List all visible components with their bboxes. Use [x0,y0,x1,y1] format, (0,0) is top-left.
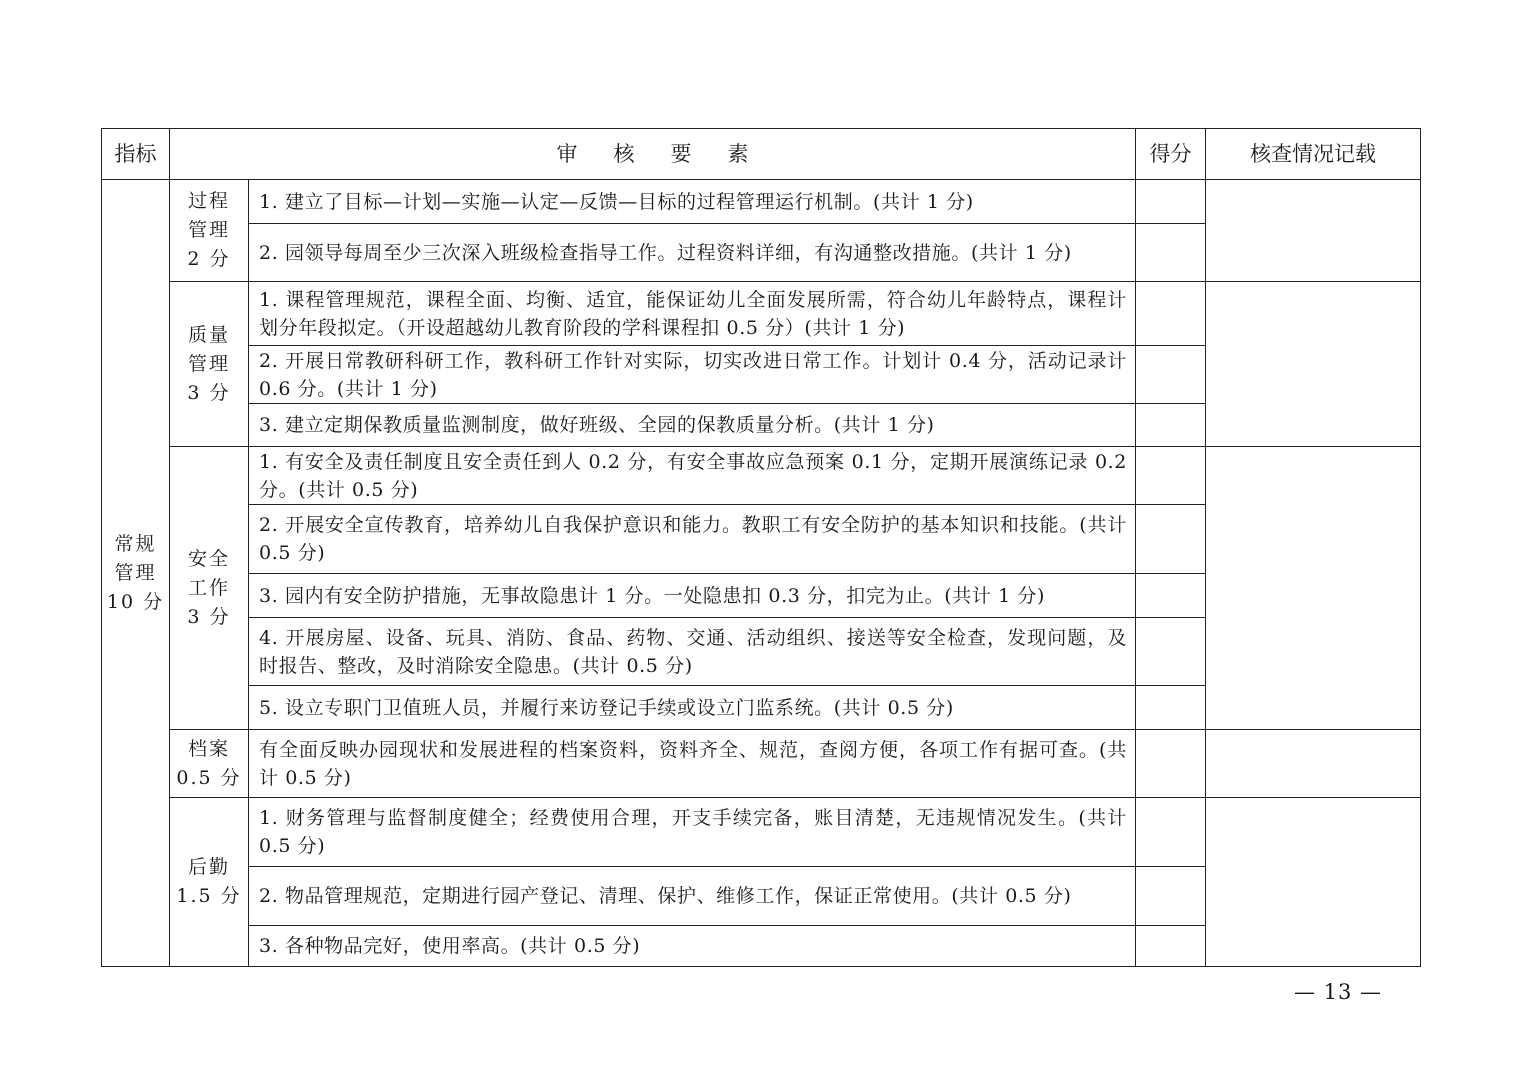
header-record: 核查情况记载 [1206,129,1421,180]
element-cell: 5. 设立专职门卫值班人员，并履行来访登记手续或设立门监系统。(共计 0.5 分) [249,686,1136,730]
indicator-cell [102,180,170,967]
element-cell: 4. 开展房屋、设备、玩具、消防、食品、药物、交通、活动组织、接送等安全检查，发现问题，及时报告、整改，及时消除安全隐患。(共计 0.5 分) [249,618,1136,686]
element-cell: 2. 园领导每周至少三次深入班级检查指导工作。过程资料详细，有沟通整改措施。(共计 1 分) [249,224,1136,282]
indicator-line: 10 分 [106,590,165,613]
group-title-line: 管理 [187,352,230,375]
table-row [102,447,1421,505]
score-cell[interactable] [1136,447,1206,505]
element-cell: 1. 有安全及责任制度且安全责任到人 0.2 分，有安全事故应急预案 0.1 分，定期开展演练记录 0.2 分。(共计 0.5 分) [249,447,1136,505]
group-title-line: 2 分 [187,248,231,270]
page-number: — 13 — [1293,980,1383,1004]
table-header-row [102,129,1421,180]
element-cell: 1. 财务管理与监督制度健全；经费使用合理，开支手续完备，账目清楚，无违规情况发生。(共计 0.5 分) [249,798,1136,867]
element-cell: 3. 园内有安全防护措施，无事故隐患计 1 分。一处隐患扣 0.3 分，扣完为止。(共计 1 分) [249,574,1136,618]
group-title-line: 0.5 分 [176,766,242,789]
score-cell[interactable] [1136,282,1206,346]
group-title-cell [170,730,249,798]
header-indicator: 指标 [102,129,170,180]
group-title-line: 后勤 [187,856,230,878]
group-title-line: 安全 [187,547,230,570]
record-cell[interactable] [1206,447,1421,730]
element-cell: 1. 建立了目标—计划—实施—认定—反馈—目标的过程管理运行机制。(共计 1 分) [249,180,1136,224]
record-cell[interactable] [1206,798,1421,967]
element-cell: 3. 各种物品完好，使用率高。(共计 0.5 分) [249,926,1136,967]
element-cell: 1. 课程管理规范，课程全面、均衡、适宜，能保证幼儿全面发展所需，符合幼儿年龄特点，课程计划分年段拟定。（开设超越幼儿教育阶段的学科课程扣 0.5 分）(共计 1 分) [249,282,1136,346]
element-cell: 2. 物品管理规范，定期进行园产登记、清理、保护、维修工作，保证正常使用。(共计 0.5 分) [249,867,1136,926]
record-cell[interactable] [1206,730,1421,798]
record-cell[interactable] [1206,282,1421,447]
group-title-cell [170,798,249,967]
score-cell[interactable] [1136,574,1206,618]
score-cell[interactable] [1136,180,1206,224]
score-cell[interactable] [1136,346,1206,404]
score-cell[interactable] [1136,730,1206,798]
score-cell[interactable] [1136,926,1206,967]
table-row [102,180,1421,224]
indicator-line: 管理 [114,561,157,584]
record-cell[interactable] [1206,180,1421,282]
indicator-line: 常规 [114,532,157,555]
group-title-line: 过程 [187,190,230,212]
score-cell[interactable] [1136,798,1206,867]
table-row [102,730,1421,798]
group-title-line: 管理 [187,219,230,241]
group-title-line: 档案 [187,737,230,760]
score-cell[interactable] [1136,618,1206,686]
score-cell[interactable] [1136,224,1206,282]
group-title-line: 1.5 分 [176,885,242,907]
group-title-line: 工作 [187,576,230,599]
header-elements: 审核要素 [170,129,1136,180]
score-cell[interactable] [1136,867,1206,926]
group-title-cell [170,180,249,282]
element-cell: 3. 建立定期保教质量监测制度，做好班级、全园的保教质量分析。(共计 1 分) [249,404,1136,447]
audit-table [101,128,1421,967]
group-title-cell [170,282,249,447]
group-title-line: 质量 [187,323,230,346]
element-cell: 2. 开展安全宣传教育，培养幼儿自我保护意识和能力。教职工有安全防护的基本知识和技能。(共计 0.5 分) [249,505,1136,574]
element-cell: 2. 开展日常教研科研工作，教科研工作针对实际，切实改进日常工作。计划计 0.4 分，活动记录计 0.6 分。(共计 1 分) [249,346,1136,404]
group-title-cell [170,447,249,730]
score-cell[interactable] [1136,686,1206,730]
header-score: 得分 [1136,129,1206,180]
group-title-line: 3 分 [187,381,231,404]
group-title-line: 3 分 [187,605,231,628]
score-cell[interactable] [1136,404,1206,447]
element-cell: 有全面反映办园现状和发展进程的档案资料，资料齐全、规范，查阅方便，各项工作有据可查。(共计 0.5 分) [249,730,1136,798]
table-row [102,282,1421,346]
table-row [102,798,1421,867]
score-cell[interactable] [1136,505,1206,574]
